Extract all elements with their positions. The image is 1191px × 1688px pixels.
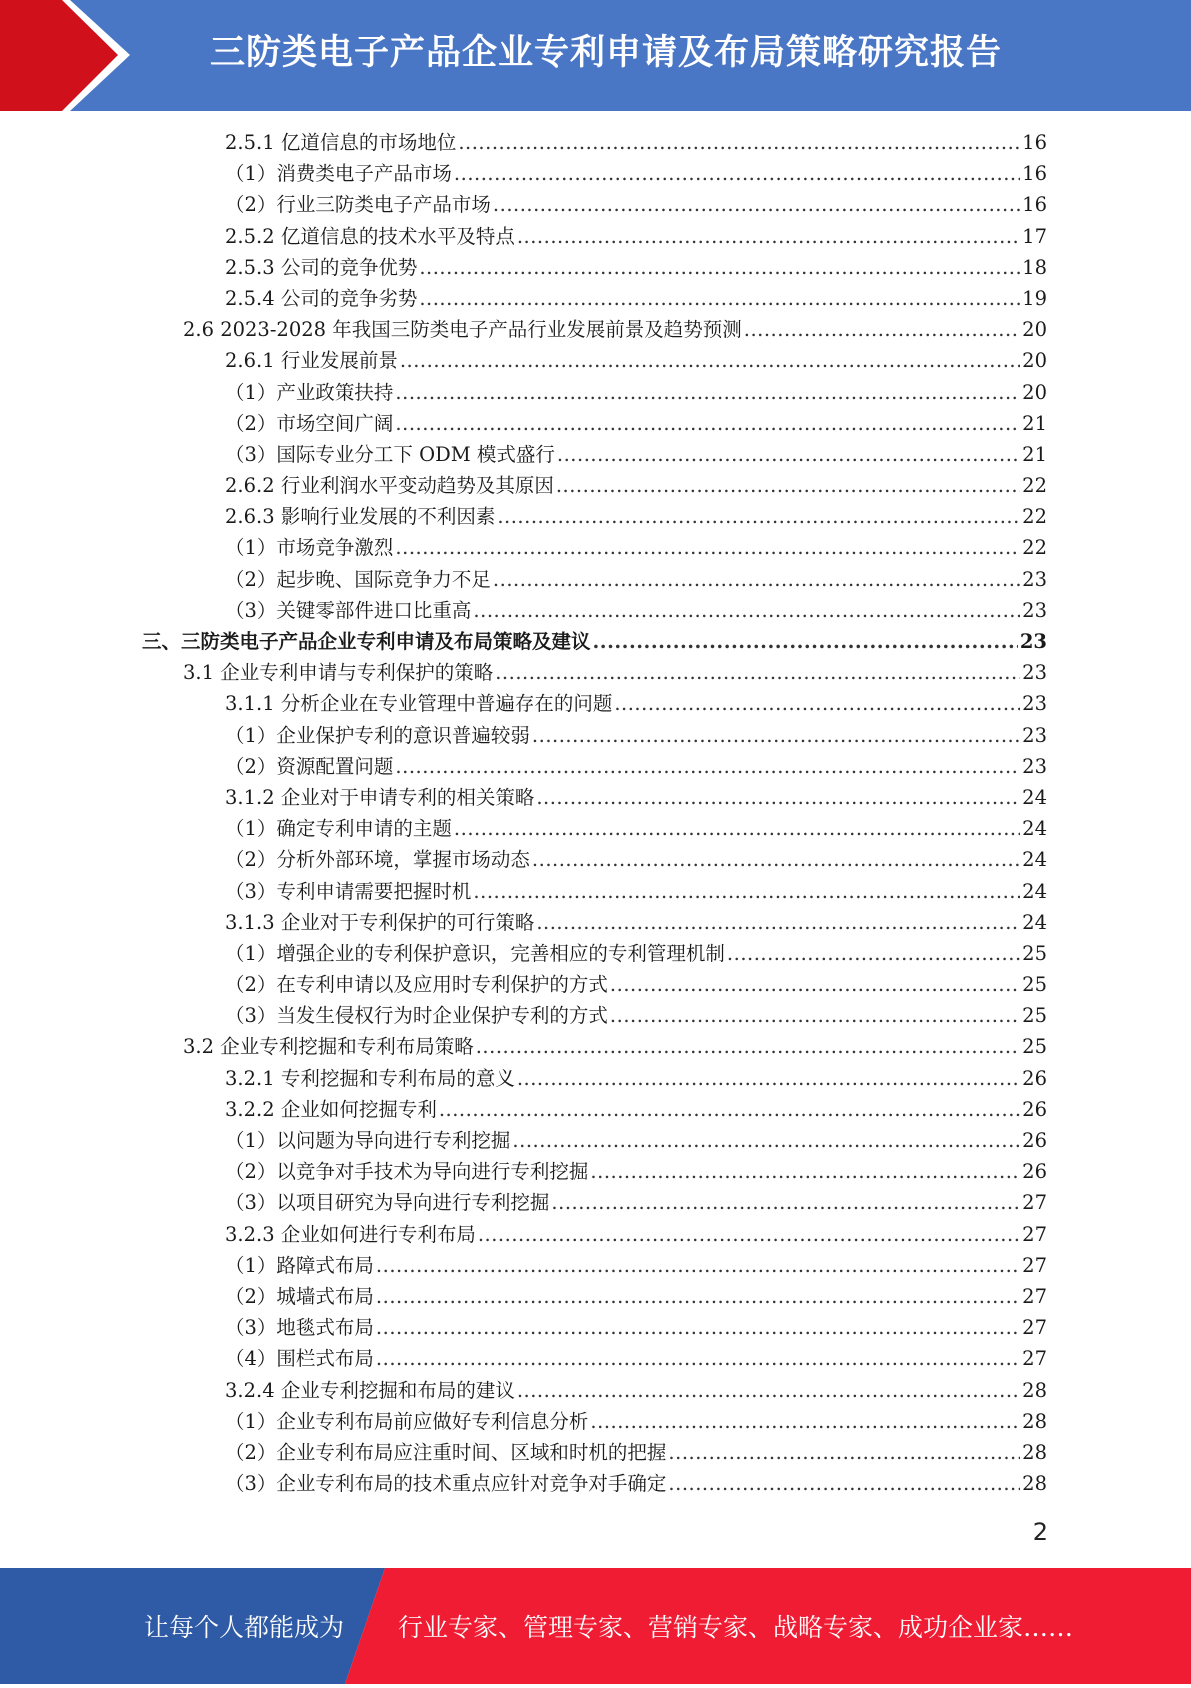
toc-entry[interactable] <box>0 813 1191 844</box>
footer-slogan-right: 行业专家、管理专家、营销专家、战略专家、成功企业家…… <box>398 1613 1074 1642</box>
toc-entry-page: 26 <box>1022 1129 1047 1152</box>
toc-entry-page: 23 <box>1022 692 1047 716</box>
toc-entry-title: 3.1.2 企业对于申请专利的相关策略 <box>225 785 535 809</box>
toc-entry-title: 3.1 企业专利申请与专利保护的策略 <box>183 661 494 685</box>
toc-entry-title: （1）以问题为导向进行专利挖掘 <box>225 1129 511 1152</box>
toc-dot-leader <box>376 1281 1020 1312</box>
toc-entry-title: 2.6.1 行业发展前景 <box>225 349 398 373</box>
toc-entry-page: 25 <box>1022 1004 1047 1028</box>
toc-entry-page: 27 <box>1022 1284 1047 1308</box>
toc-entry-title: （1）市场竞争激烈 <box>225 536 394 560</box>
toc-dot-leader <box>727 938 1020 969</box>
toc-entry[interactable] <box>0 782 1191 813</box>
toc-entry-title: （2）城墙式布局 <box>225 1284 374 1308</box>
toc-entry-title: 2.5.4 公司的竞争劣势 <box>225 286 418 310</box>
toc-dot-leader <box>395 532 1020 563</box>
toc-entry-title: （2）起步晚、国际竞争力不足 <box>225 567 491 591</box>
toc-dot-leader <box>590 1156 1020 1187</box>
toc-dot-leader <box>454 158 1020 189</box>
toc-entry[interactable] <box>0 751 1191 782</box>
toc-entry[interactable] <box>0 1156 1191 1187</box>
toc-entry-page: 16 <box>1022 162 1047 186</box>
toc-entry-page: 23 <box>1019 630 1047 653</box>
toc-entry[interactable] <box>0 221 1191 252</box>
toc-entry[interactable] <box>0 938 1191 969</box>
toc-entry-title: （2）在专利申请以及应用时专利保护的方式 <box>225 973 608 997</box>
toc-dot-leader <box>590 1406 1020 1437</box>
toc-dot-leader <box>532 720 1020 751</box>
toc-dot-leader <box>517 1375 1020 1406</box>
toc-entry[interactable] <box>0 501 1191 532</box>
toc-entry-title: 3.1.3 企业对于专利保护的可行策略 <box>225 910 535 934</box>
toc-entry-title: （3）当发生侵权行为时企业保护专利的方式 <box>225 1004 608 1028</box>
toc-dot-leader <box>395 377 1020 408</box>
toc-entry-page: 28 <box>1022 1472 1047 1496</box>
toc-entry-page: 20 <box>1022 380 1047 404</box>
toc-entry[interactable] <box>0 907 1191 938</box>
toc-entry[interactable] <box>0 720 1191 751</box>
toc-entry[interactable] <box>0 626 1191 657</box>
toc-entry-title: 3.2.2 企业如何挖掘专利 <box>225 1097 437 1121</box>
toc-entry-page: 20 <box>1022 349 1047 373</box>
toc-entry-page: 27 <box>1022 1222 1047 1246</box>
toc-entry[interactable] <box>0 377 1191 408</box>
toc-entry[interactable] <box>0 189 1191 220</box>
toc-entry-page: 19 <box>1022 286 1047 310</box>
toc-dot-leader <box>556 470 1020 501</box>
toc-dot-leader <box>497 501 1020 532</box>
toc-entry[interactable] <box>0 1281 1191 1312</box>
table-of-contents <box>0 127 1191 1499</box>
toc-entry-title: 2.5.1 亿道信息的市场地位 <box>225 131 457 154</box>
toc-dot-leader <box>493 564 1020 595</box>
toc-entry[interactable] <box>0 408 1191 439</box>
toc-entry-page: 21 <box>1022 442 1047 466</box>
toc-dot-leader <box>512 1125 1020 1156</box>
toc-dot-leader <box>439 1094 1020 1125</box>
toc-entry[interactable] <box>0 1437 1191 1468</box>
toc-entry[interactable] <box>0 1125 1191 1156</box>
toc-entry-title: （3）企业专利布局的技术重点应针对竞争对手确定 <box>225 1472 667 1496</box>
toc-entry[interactable] <box>0 1312 1191 1343</box>
toc-entry-page: 27 <box>1022 1253 1047 1277</box>
toc-entry[interactable] <box>0 1406 1191 1437</box>
toc-entry-page: 22 <box>1022 474 1047 498</box>
toc-entry-page: 22 <box>1022 505 1047 529</box>
toc-entry[interactable] <box>0 595 1191 626</box>
toc-dot-leader <box>668 1437 1020 1468</box>
toc-entry-page: 24 <box>1022 879 1047 903</box>
toc-entry-title: 2.6.2 行业利润水平变动趋势及其原因 <box>225 474 554 498</box>
toc-entry-page: 16 <box>1022 131 1047 154</box>
toc-entry-page: 23 <box>1022 754 1047 778</box>
toc-dot-leader <box>614 688 1020 719</box>
toc-entry-title: 3.2 企业专利挖掘和专利布局策略 <box>183 1035 474 1059</box>
footer-slogan-left: 让每个人都能成为 <box>144 1613 345 1642</box>
toc-entry-title: （2）分析外部环境，掌握市场动态 <box>225 848 530 872</box>
toc-dot-leader <box>376 1312 1020 1343</box>
toc-entry-page: 26 <box>1022 1097 1047 1121</box>
toc-entry[interactable] <box>0 657 1191 688</box>
toc-entry-page: 24 <box>1022 848 1047 872</box>
header-chevron-decoration <box>0 0 160 111</box>
toc-entry[interactable] <box>0 127 1191 158</box>
toc-entry-page: 27 <box>1022 1347 1047 1371</box>
toc-dot-leader <box>532 844 1020 875</box>
toc-entry-page: 17 <box>1022 224 1047 248</box>
page-header <box>0 0 1191 111</box>
toc-entry[interactable] <box>0 314 1191 345</box>
toc-dot-leader <box>493 189 1020 220</box>
toc-entry[interactable] <box>0 564 1191 595</box>
toc-entry-title: （2）企业专利布局应注重时间、区域和时机的把握 <box>225 1440 667 1464</box>
toc-entry-title: 3.2.3 企业如何进行专利布局 <box>225 1222 476 1246</box>
toc-dot-leader <box>376 1343 1020 1374</box>
toc-entry[interactable] <box>0 158 1191 189</box>
page-number: 2 <box>1032 1518 1048 1546</box>
toc-dot-leader <box>419 252 1020 283</box>
toc-entry-title: （2）市场空间广阔 <box>225 411 394 435</box>
toc-entry-page: 23 <box>1022 567 1047 591</box>
toc-entry[interactable] <box>0 1063 1191 1094</box>
toc-entry[interactable] <box>0 688 1191 719</box>
toc-entry-page: 24 <box>1022 910 1047 934</box>
toc-entry-title: （3）关键零部件进口比重高 <box>225 598 472 622</box>
toc-entry-title: （3）国际专业分工下 ODM 模式盛行 <box>225 442 555 466</box>
toc-entry-title: （1）产业政策扶持 <box>225 380 394 404</box>
toc-entry-page: 23 <box>1022 598 1047 622</box>
toc-entry-title: 2.6 2023-2028 年我国三防类电子产品行业发展前景及趋势预测 <box>183 318 742 342</box>
toc-entry[interactable] <box>0 1031 1191 1062</box>
toc-dot-leader <box>476 1031 1020 1062</box>
toc-entry[interactable] <box>0 844 1191 875</box>
toc-entry-title: 3.2.4 企业专利挖掘和布局的建议 <box>225 1378 515 1402</box>
toc-entry[interactable] <box>0 283 1191 314</box>
toc-entry-title: 三、三防类电子产品企业专利申请及布局策略及建议 <box>142 630 591 653</box>
toc-entry-page: 28 <box>1022 1409 1047 1433</box>
toc-entry-page: 23 <box>1022 661 1047 685</box>
toc-entry[interactable] <box>0 1250 1191 1281</box>
toc-dot-leader <box>610 969 1020 1000</box>
toc-entry[interactable] <box>0 1187 1191 1218</box>
toc-entry-title: （2）以竞争对手技术为导向进行专利挖掘 <box>225 1160 589 1184</box>
toc-dot-leader <box>454 813 1020 844</box>
toc-entry-title: （1）企业保护专利的意识普遍较弱 <box>225 723 530 747</box>
page-footer <box>0 1568 1191 1684</box>
toc-entry-page: 28 <box>1022 1440 1047 1464</box>
toc-dot-leader <box>593 626 1018 657</box>
toc-dot-leader <box>536 782 1020 813</box>
toc-entry-title: （3）以项目研究为导向进行专利挖掘 <box>225 1191 550 1215</box>
toc-dot-leader <box>557 439 1020 470</box>
toc-dot-leader <box>536 907 1020 938</box>
toc-dot-leader <box>517 1063 1020 1094</box>
toc-entry-page: 23 <box>1022 723 1047 747</box>
toc-entry-page: 24 <box>1022 785 1047 809</box>
toc-entry[interactable] <box>0 1343 1191 1374</box>
toc-entry-page: 27 <box>1022 1316 1047 1340</box>
toc-entry[interactable] <box>0 439 1191 470</box>
toc-entry-page: 16 <box>1022 193 1047 217</box>
toc-dot-leader <box>419 283 1020 314</box>
toc-entry-title: （3）地毯式布局 <box>225 1316 374 1340</box>
toc-entry-page: 21 <box>1022 411 1047 435</box>
toc-dot-leader <box>668 1468 1020 1499</box>
toc-entry[interactable] <box>0 252 1191 283</box>
toc-dot-leader <box>473 595 1020 626</box>
toc-entry-title: （1）消费类电子产品市场 <box>225 162 452 186</box>
toc-entry-page: 25 <box>1022 941 1047 965</box>
toc-entry-title: （3）专利申请需要把握时机 <box>225 879 472 903</box>
toc-entry[interactable] <box>0 969 1191 1000</box>
toc-dot-leader <box>495 657 1020 688</box>
toc-dot-leader <box>458 127 1020 158</box>
toc-entry-page: 22 <box>1022 536 1047 560</box>
toc-entry[interactable] <box>0 345 1191 376</box>
toc-entry-page: 24 <box>1022 817 1047 841</box>
toc-entry-title: （2）资源配置问题 <box>225 754 394 778</box>
toc-entry-title: （2）行业三防类电子产品市场 <box>225 193 491 217</box>
toc-entry[interactable] <box>0 1219 1191 1250</box>
toc-entry-title: （1）路障式布局 <box>225 1253 374 1277</box>
toc-dot-leader <box>517 221 1020 252</box>
toc-entry-title: 3.1.1 分析企业在专业管理中普遍存在的问题 <box>225 692 613 716</box>
toc-entry[interactable] <box>0 1468 1191 1499</box>
toc-entry-page: 26 <box>1022 1160 1047 1184</box>
toc-entry-page: 28 <box>1022 1378 1047 1402</box>
toc-dot-leader <box>610 1000 1020 1031</box>
toc-dot-leader <box>744 314 1020 345</box>
toc-dot-leader <box>395 408 1020 439</box>
toc-entry-title: 2.5.3 公司的竞争优势 <box>225 255 418 279</box>
toc-entry-title: （1）确定专利申请的主题 <box>225 817 452 841</box>
toc-entry-page: 26 <box>1022 1066 1047 1090</box>
toc-entry-page: 25 <box>1022 1035 1047 1059</box>
toc-dot-leader <box>376 1250 1020 1281</box>
toc-dot-leader <box>395 751 1020 782</box>
toc-entry[interactable] <box>0 1094 1191 1125</box>
toc-entry-page: 20 <box>1022 318 1047 342</box>
toc-entry-title: 2.5.2 亿道信息的技术水平及特点 <box>225 224 515 248</box>
toc-entry[interactable] <box>0 1375 1191 1406</box>
toc-dot-leader <box>473 876 1020 907</box>
toc-entry-title: （1）增强企业的专利保护意识，完善相应的专利管理机制 <box>225 941 725 965</box>
toc-entry-page: 18 <box>1022 255 1047 279</box>
toc-entry[interactable] <box>0 532 1191 563</box>
toc-dot-leader <box>478 1219 1020 1250</box>
toc-dot-leader <box>551 1187 1020 1218</box>
toc-entry-title: （4）围栏式布局 <box>225 1347 374 1371</box>
toc-entry-title: 3.2.1 专利挖掘和专利布局的意义 <box>225 1066 515 1090</box>
toc-entry-title: 2.6.3 影响行业发展的不利因素 <box>225 505 496 529</box>
report-title: 三防类电子产品企业专利申请及布局策略研究报告 <box>210 33 1003 73</box>
toc-entry[interactable] <box>0 1000 1191 1031</box>
toc-entry-page: 27 <box>1022 1191 1047 1215</box>
toc-dot-leader <box>400 345 1020 376</box>
toc-entry-page: 25 <box>1022 973 1047 997</box>
toc-entry-title: （1）企业专利布局前应做好专利信息分析 <box>225 1409 589 1433</box>
toc-entry[interactable] <box>0 876 1191 907</box>
toc-entry[interactable] <box>0 470 1191 501</box>
